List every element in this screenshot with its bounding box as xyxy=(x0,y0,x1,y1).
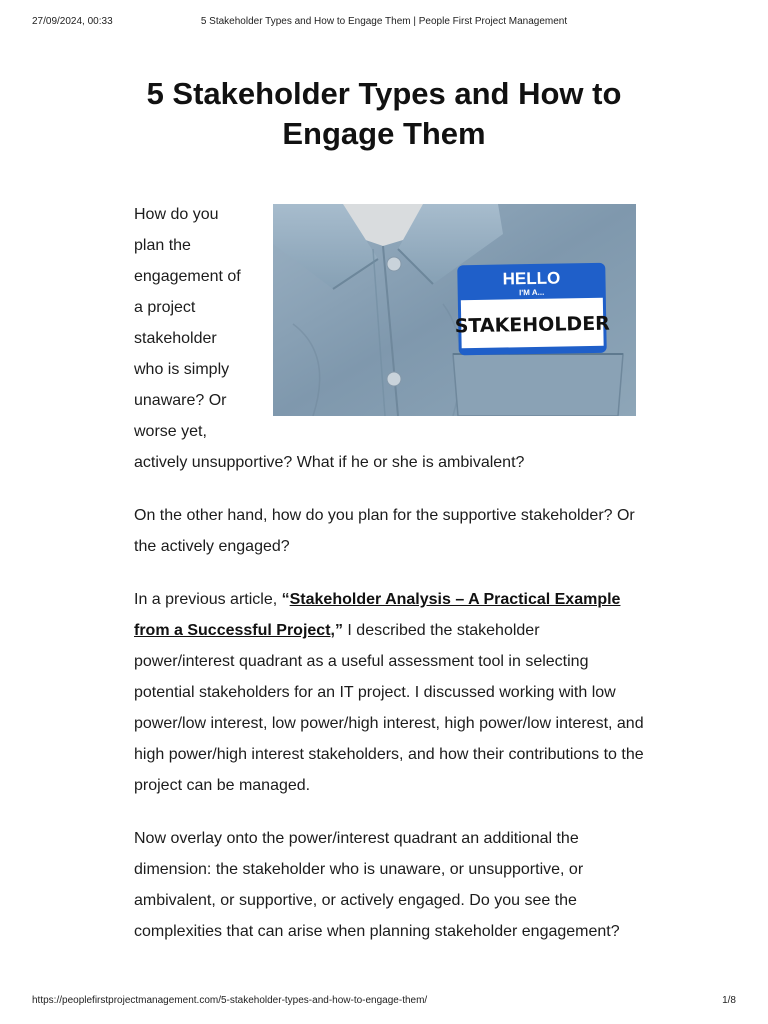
page-indicator: 1/8 xyxy=(722,995,736,1006)
intro-line: who is simply xyxy=(134,361,230,378)
paragraph-text: I described the stakeholder power/interest quadrant as a useful assessment tool in selecting potential stakeholders for an IT project. I discussed working with low power/low interest, low power/high interest, high power/low interest, and high power/high interest stakeholders, and how their contributions to the project can be managed. xyxy=(134,622,644,794)
article-body xyxy=(134,199,644,947)
print-url: https://peoplefirstprojectmanagement.com/5-stakeholder-types-and-how-to-engage-them/ xyxy=(32,995,428,1006)
intro-line: a project xyxy=(134,299,196,316)
print-footer xyxy=(32,995,736,1009)
intro-line: How do you xyxy=(134,206,219,223)
print-header xyxy=(32,16,736,30)
open-quote: “ xyxy=(281,591,290,608)
sticker-im-a-text: I'M A... xyxy=(519,287,545,298)
intro-wrapped-lines xyxy=(134,199,259,447)
intro-line: engagement of xyxy=(134,268,241,285)
article-title: 5 Stakeholder Types and How to Engage Them xyxy=(146,76,622,151)
intro-line: worse yet, xyxy=(134,423,207,440)
paragraph-overlay-dimension: Now overlay onto the power/interest quadrant an additional the dimension: the stakeholder who is unaware, or unsupportive, or ambivalent, or supportive, or actively engaged. Do you see the complexities that can arise when planning stakeholder engagement? xyxy=(134,830,620,940)
paragraph-previous-article xyxy=(134,584,644,801)
intro-line: stakeholder xyxy=(134,330,217,347)
stakeholder-analysis-article-link[interactable]: Stakeholder Analysis – A Practical Example from a Successful Project xyxy=(134,591,621,639)
intro-line: unaware? Or xyxy=(134,392,227,409)
paragraph-supportive: On the other hand, how do you plan for the supportive stakeholder? Or the actively engaged? xyxy=(134,507,635,555)
paragraph-text: In a previous article, xyxy=(134,591,282,608)
sticker-hello-text: HELLO xyxy=(502,268,561,289)
sticker-stakeholder-text: STAKEHOLDER xyxy=(454,312,611,338)
print-datetime: 27/09/2024, 00:33 xyxy=(32,16,113,27)
intro-line: plan the xyxy=(134,237,191,254)
print-page-title: 5 Stakeholder Types and How to Engage Them | People First Project Management xyxy=(200,16,568,27)
close-quote: ,” xyxy=(330,622,343,639)
intro-paragraph-rest: actively unsupportive? What if he or she is ambivalent? xyxy=(134,454,525,471)
